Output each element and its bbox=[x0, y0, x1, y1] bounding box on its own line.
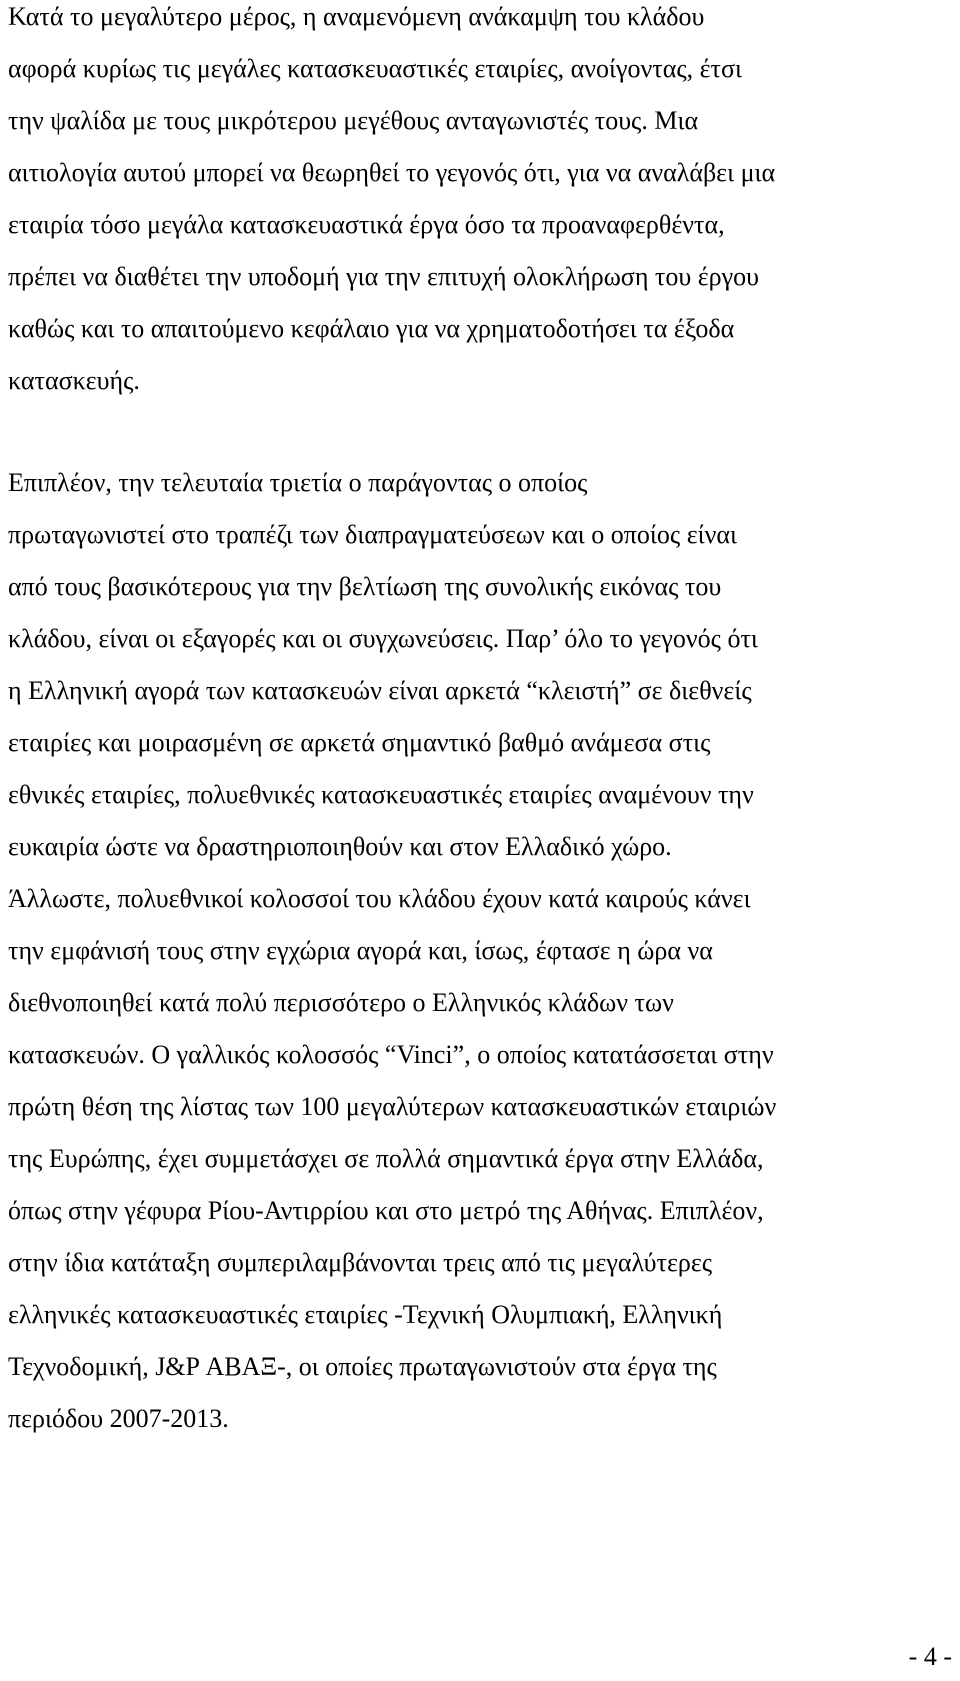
paragraph-2-line-14: της Ευρώπης, έχει συμμετάσχει σε πολλά σημαντικά έργα στην Ελλάδα, bbox=[8, 1144, 764, 1173]
paragraph-2-line-12: κατασκευών. Ο γαλλικός κολοσσός “Vinci”, ο οποίος κατατάσσεται στην bbox=[8, 1040, 774, 1069]
paragraph-2-line-16: στην ίδια κατάταξη συμπεριλαμβάνονται τρεις από τις μεγαλύτερες bbox=[8, 1248, 713, 1277]
paragraph-1-line-4: αιτιολογία αυτού μπορεί να θεωρηθεί το γεγονός ότι, για να αναλάβει μια bbox=[8, 158, 776, 187]
paragraph-1-line-2: αφορά κυρίως τις μεγάλες κατασκευαστικές εταιρίες, ανοίγοντας, έτσι bbox=[8, 54, 743, 83]
paragraph-1-line-7: καθώς και το απαιτούμενο κεφάλαιο για να χρηματοδοτήσει τα έξοδα bbox=[8, 314, 735, 343]
paragraph-2-line-9: Άλλωστε, πολυεθνικοί κολοσσοί του κλάδου έχουν κατά καιρούς κάνει bbox=[8, 884, 751, 913]
paragraph-2-line-19: περιόδου 2007-2013. bbox=[8, 1404, 229, 1433]
paragraph-2-line-15: όπως στην γέφυρα Ρίου-Αντιρρίου και στο μετρό της Αθήνας. Επιπλέον, bbox=[8, 1196, 764, 1225]
paragraph-1-line-1: Κατά το μεγαλύτερο μέρος, η αναμενόμενη ανάκαμψη του κλάδου bbox=[8, 2, 705, 31]
paragraph-2-line-18: Τεχνοδομική, J&P ΑΒΑΞ-, οι οποίες πρωταγωνιστούν στα έργα της bbox=[8, 1352, 717, 1381]
paragraph-2-line-17: ελληνικές κατασκευαστικές εταιρίες -Τεχνική Ολυμπιακή, Ελληνική bbox=[8, 1300, 723, 1329]
paragraph-2-line-2: πρωταγωνιστεί στο τραπέζι των διαπραγματεύσεων και ο οποίος είναι bbox=[8, 520, 737, 549]
paragraph-2-line-3: από τους βασικότερους για την βελτίωση της συνολικής εικόνας του bbox=[8, 572, 722, 601]
paragraph-1-line-3: την ψαλίδα με τους μικρότερου μεγέθους ανταγωνιστές τους. Μια bbox=[8, 106, 699, 135]
paragraph-1-line-5: εταιρία τόσο μεγάλα κατασκευαστικά έργα όσο τα προαναφερθέντα, bbox=[8, 210, 725, 239]
paragraph-2-line-4: κλάδου, είναι οι εξαγορές και οι συγχωνεύσεις. Παρ’ όλο το γεγονός ότι bbox=[8, 624, 758, 653]
paragraph-2-line-5: η Ελληνική αγορά των κατασκευών είναι αρκετά “κλειστή” σε διεθνείς bbox=[8, 676, 752, 705]
paragraph-2-line-1: Επιπλέον, την τελευταία τριετία ο παράγοντας ο οποίος bbox=[8, 468, 588, 497]
page-number: - 4 - bbox=[908, 1642, 952, 1671]
paragraph-2-line-10: την εμφάνισή τους στην εγχώρια αγορά και, ίσως, έφτασε η ώρα να bbox=[8, 936, 713, 965]
paragraph-2-line-13: πρώτη θέση της λίστας των 100 μεγαλύτερων κατασκευαστικών εταιριών bbox=[8, 1092, 777, 1121]
paragraph-2-line-8: ευκαιρία ώστε να δραστηριοποιηθούν και στον Ελλαδικό χώρο. bbox=[8, 832, 672, 861]
paragraph-2-line-7: εθνικές εταιρίες, πολυεθνικές κατασκευαστικές εταιρίες αναμένουν την bbox=[8, 780, 754, 809]
paragraph-2-line-11: διεθνοποιηθεί κατά πολύ περισσότερο ο Ελληνικός κλάδων των bbox=[8, 988, 674, 1017]
paragraph-2-line-6: εταιρίες και μοιρασμένη σε αρκετά σημαντικό βαθμό ανάμεσα στις bbox=[8, 728, 711, 757]
paragraph-1-line-6: πρέπει να διαθέτει την υποδομή για την επιτυχή ολοκλήρωση του έργου bbox=[8, 262, 759, 291]
paragraph-1-line-8: κατασκευής. bbox=[8, 366, 140, 395]
